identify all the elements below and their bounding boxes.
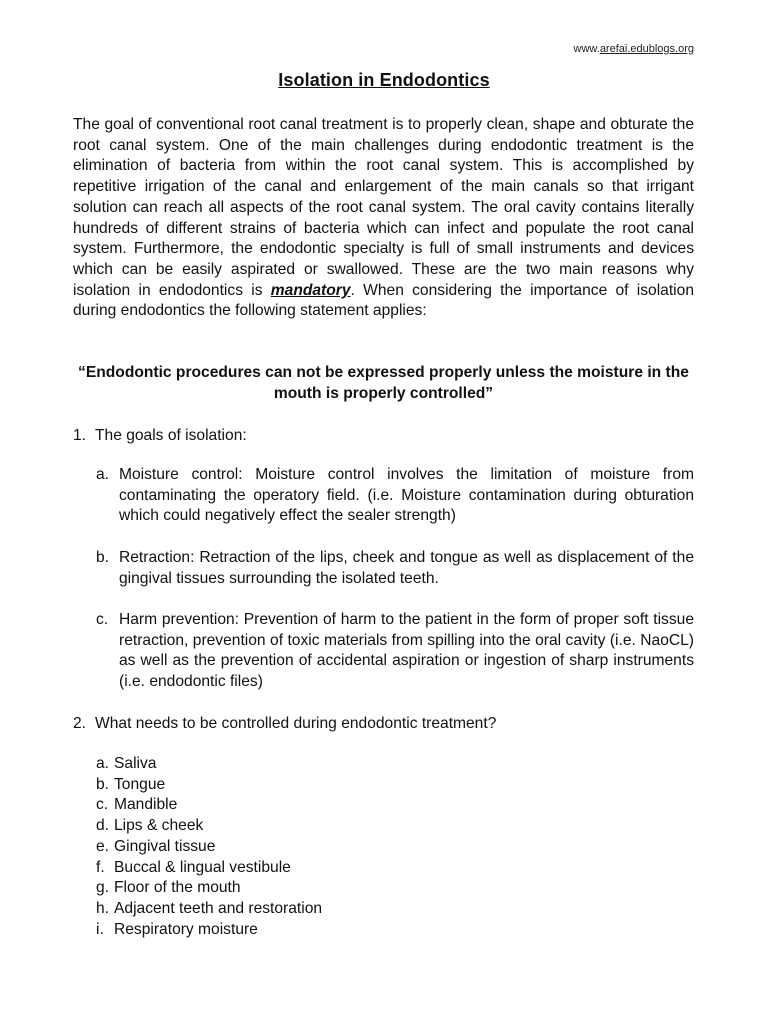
list-item-letter: b.: [96, 775, 110, 793]
list-item: [96, 858, 694, 879]
list-item-text: Tongue: [114, 775, 166, 793]
intro-text-before: The goal of conventional root canal treatment is to properly clean, shape and obturate the root canal system. One of the main challenges during endodontic treatment is the elimination of bacteria from within the root canal system. This is accomplished by repetitive irrigation of the canal and enlargement of the main canals so that irrigant solution can reach all aspects of the root canal system. The oral cavity contains literally hundreds of different strains of bacteria which can infect and populate the root canal system. Furthermore, the endodontic specialty is full of small instruments and devices which can be easily aspirated or swallowed. These are the two main reasons why isolation in endodontics is: [73, 116, 694, 299]
section-goals-heading: [73, 426, 694, 447]
intro-text-after: . When considering the importance of isolation during endodontics the following statement applies:: [73, 281, 694, 320]
site-url-prefix: www.: [573, 43, 600, 55]
list-item-text: Floor of the mouth: [114, 879, 241, 897]
list-item-text: Gingival tissue: [114, 837, 216, 855]
list-item-letter: c.: [96, 796, 109, 814]
intro-emphasis: mandatory: [270, 281, 351, 299]
list-item-text: Mandible: [114, 796, 178, 814]
goal-item-retraction: [96, 548, 694, 589]
list-item-letter: i.: [96, 920, 104, 938]
key-statement-quote: “Endodontic procedures can not be expressed properly unless the moisture in the mouth is properly controlled”: [78, 364, 689, 402]
goal-letter: c.: [96, 611, 109, 628]
list-item: [96, 878, 694, 899]
section-number: 1.: [73, 427, 87, 444]
goal-letter: a.: [96, 466, 110, 483]
goal-text: Moisture control: Moisture control involves the limitation of moisture from contaminating the operatory field. (i.e. Moisture contamination during obturation which could negatively effect the sealer strength): [119, 466, 694, 525]
list-item-text: Buccal & lingual vestibule: [114, 858, 291, 876]
site-url-link[interactable]: arefai.edublogs.org: [599, 43, 694, 55]
list-item: [96, 795, 694, 816]
list-item-letter: f.: [96, 858, 105, 876]
goal-text: Harm prevention: Prevention of harm to the patient in the form of proper soft tissue retraction, prevention of toxic materials from spilling into the oral cavity (i.e. NaoCL) as well as the prevention of accidental aspiration or ingestion of sharp instruments (i.e. endodontic files): [119, 611, 694, 691]
goal-letter: b.: [96, 549, 110, 566]
goal-text: Retraction: Retraction of the lips, cheek and tongue as well as displacement of the gingival tissues surrounding the isolated teeth.: [119, 549, 694, 587]
list-item-letter: a.: [96, 755, 110, 772]
controlled-items-list: [96, 754, 694, 940]
list-item: [96, 775, 694, 796]
list-item-letter: g.: [96, 879, 110, 897]
list-item: [96, 754, 694, 775]
list-item-text: Lips & cheek: [114, 817, 204, 835]
section-controls-heading: [73, 714, 694, 735]
list-item-text: Adjacent teeth and restoration: [114, 899, 323, 917]
list-item: [96, 899, 694, 920]
section-number: 2.: [73, 715, 87, 732]
section-heading: What needs to be controlled during endodontic treatment?: [95, 715, 497, 732]
list-item-letter: d.: [96, 817, 110, 835]
list-item-text: Respiratory moisture: [114, 920, 258, 938]
goal-item-moisture-control: [96, 465, 694, 527]
site-url[interactable]: [574, 43, 694, 55]
list-item: [96, 920, 694, 941]
goal-item-harm-prevention: [96, 610, 694, 693]
list-item-text: Saliva: [114, 755, 157, 772]
intro-paragraph: [73, 115, 694, 322]
list-item-letter: e.: [96, 837, 110, 855]
page-title: Isolation in Endodontics: [278, 70, 490, 90]
section-heading: The goals of isolation:: [95, 427, 247, 444]
list-item: [96, 837, 694, 858]
list-item: [96, 816, 694, 837]
list-item-letter: h.: [96, 899, 110, 917]
